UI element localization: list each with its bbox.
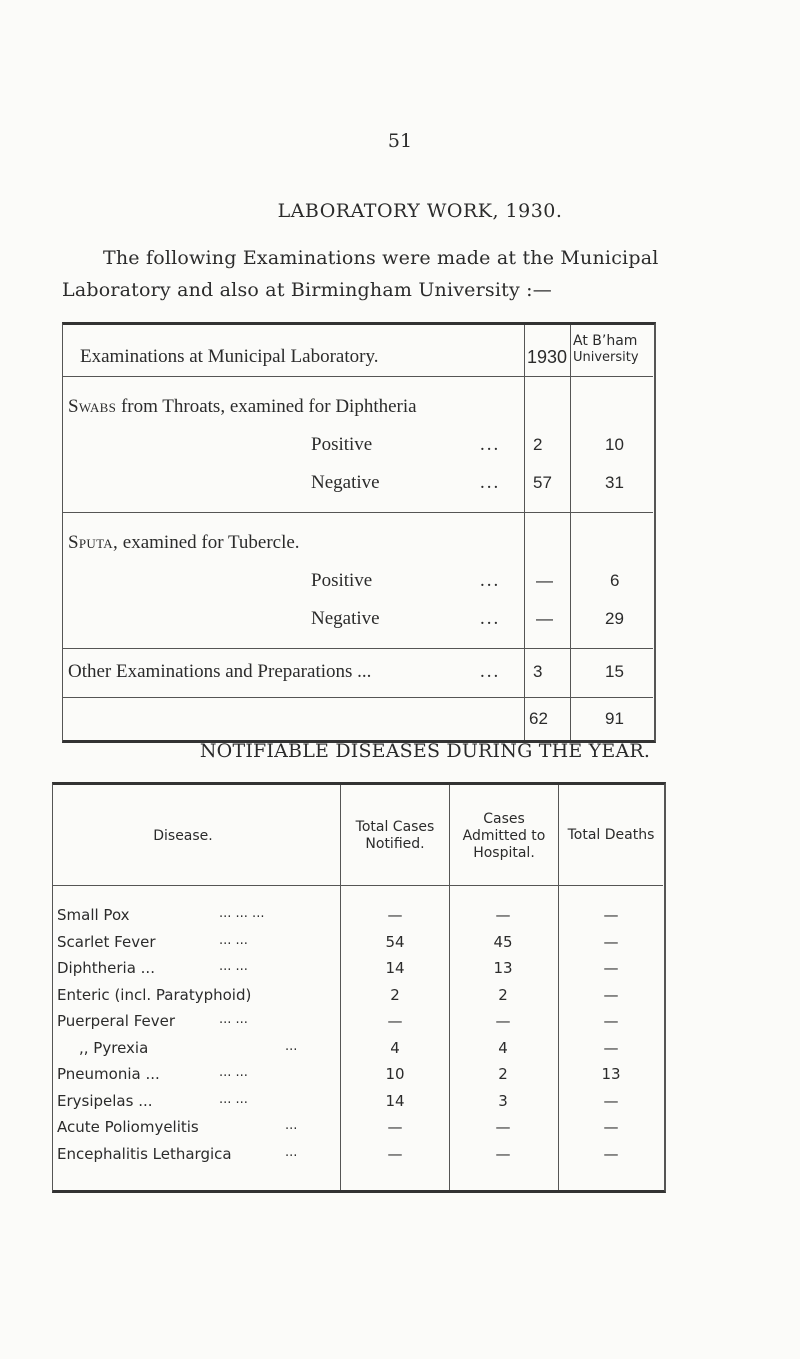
total-deaths: — <box>603 1144 619 1163</box>
swabs-title: Swabs from Throats, examined for Diphtheria <box>68 396 417 417</box>
header-examinations: Examinations at Municipal Laboratory. <box>80 346 379 367</box>
cases-notified: 10 <box>385 1065 405 1083</box>
sputa-negative-label: Negative <box>311 608 380 629</box>
total-deaths: 13 <box>601 1065 621 1083</box>
cases-admitted: — <box>495 1144 511 1163</box>
cases-admitted: 4 <box>498 1038 508 1057</box>
total-1930: 62 <box>529 709 548 728</box>
cases-notified: — <box>387 906 403 924</box>
disease-name: Acute Poliomyelitis <box>57 1118 199 1136</box>
row-divider <box>63 512 653 513</box>
col-divider <box>570 325 571 740</box>
dots: ... <box>285 1118 298 1133</box>
cases-admitted: — <box>495 906 511 924</box>
total-deaths: — <box>603 906 619 924</box>
cases-notified: — <box>387 1144 403 1163</box>
sputa-positive-label: Positive <box>311 570 373 591</box>
disease-name: Enteric (incl. Paratyphoid) <box>57 985 252 1004</box>
dots: ... <box>480 608 501 629</box>
header-bham-1: At B’ham <box>573 333 638 349</box>
header-1930: 1930 <box>527 347 568 367</box>
total-deaths: — <box>603 985 619 1004</box>
total-bham: 91 <box>605 709 624 728</box>
dots: ... ... ... <box>219 906 265 921</box>
dots: ... ... <box>219 1012 248 1027</box>
disease-name: Puerperal Fever <box>57 1012 176 1030</box>
intro-line-2: Laboratory and also at Birmingham University :— <box>62 279 552 301</box>
cases-notified: 54 <box>385 932 405 951</box>
row-divider <box>63 376 653 377</box>
dots: ... ... <box>219 1091 248 1107</box>
notifiable-diseases-table <box>52 782 666 1193</box>
sputa-title: Sputa, examined for Tubercle. <box>68 532 300 553</box>
cases-admitted: 45 <box>493 932 513 951</box>
dots: ... <box>285 1144 298 1160</box>
disease-name: Small Pox <box>57 906 130 924</box>
total-deaths: — <box>603 1012 619 1030</box>
sputa-positive-bham: 6 <box>610 571 620 590</box>
lab-work-heading: LABORATORY WORK, 1930. <box>277 200 563 222</box>
header-divider <box>53 885 663 886</box>
dots: ... ... <box>219 1065 248 1080</box>
notifiable-diseases-heading: NOTIFIABLE DISEASES DURING THE YEAR. <box>199 740 651 762</box>
disease-name: Erysipelas ... <box>57 1091 153 1110</box>
dots: ... <box>480 472 501 493</box>
sputa-positive-1930: — <box>536 571 553 590</box>
dots: ... ... <box>219 959 248 974</box>
header-bham-2: University <box>573 350 639 365</box>
cases-admitted: — <box>495 1012 511 1030</box>
cases-notified: 2 <box>390 985 400 1004</box>
cases-notified: 14 <box>385 959 405 977</box>
total-deaths: — <box>603 1118 619 1136</box>
disease-name: Pneumonia ... <box>57 1065 160 1083</box>
disease-name: Scarlet Fever <box>57 932 156 951</box>
cases-admitted: 2 <box>498 985 508 1004</box>
total-deaths: — <box>603 1091 619 1110</box>
other-bham: 15 <box>605 662 624 681</box>
dots: ... <box>480 661 501 682</box>
other-examinations-label: Other Examinations and Preparations ... <box>68 661 372 682</box>
dots: ... ... <box>219 932 248 948</box>
page-number: 51 <box>387 130 413 152</box>
intro-line-1: The following Examinations were made at the Municipal <box>103 247 659 269</box>
sputa-negative-bham: 29 <box>605 609 624 628</box>
disease-name: Diphtheria ... <box>57 959 155 977</box>
swabs-positive-bham: 10 <box>605 435 624 454</box>
header-total-cases: Total Cases Notified. <box>355 819 435 852</box>
dots: ... <box>285 1038 298 1054</box>
row-divider <box>63 697 653 698</box>
lab-examinations-table <box>62 322 656 743</box>
swabs-negative-label: Negative <box>311 472 380 493</box>
cases-notified: — <box>387 1118 403 1136</box>
cases-admitted: 2 <box>498 1065 508 1083</box>
dots: ... <box>480 434 501 455</box>
cases-admitted: — <box>495 1118 511 1136</box>
swabs-positive-label: Positive <box>311 434 373 455</box>
total-deaths: — <box>603 932 619 951</box>
swabs-negative-bham: 31 <box>605 473 624 492</box>
header-disease: Disease. <box>153 828 213 844</box>
swabs-negative-1930: 57 <box>533 473 552 492</box>
cases-admitted: 13 <box>493 959 513 977</box>
col-divider <box>558 785 559 1190</box>
dots: ... <box>480 570 501 591</box>
cases-notified: — <box>387 1012 403 1030</box>
sputa-negative-1930: — <box>536 609 553 628</box>
disease-name: ,, Pyrexia <box>79 1038 149 1057</box>
header-total-deaths: Total Deaths <box>567 827 655 843</box>
header-admitted: Cases Admitted to Hospital. <box>462 811 546 861</box>
total-deaths: — <box>603 1038 619 1057</box>
cases-admitted: 3 <box>498 1091 508 1110</box>
other-1930: 3 <box>533 662 543 681</box>
cases-notified: 4 <box>390 1038 400 1057</box>
disease-name: Encephalitis Lethargica <box>57 1144 232 1163</box>
cases-notified: 14 <box>385 1091 405 1110</box>
col-divider <box>524 325 525 740</box>
row-divider <box>63 648 653 649</box>
swabs-positive-1930: 2 <box>533 435 543 454</box>
intro-paragraph <box>62 242 742 306</box>
total-deaths: — <box>603 959 619 977</box>
